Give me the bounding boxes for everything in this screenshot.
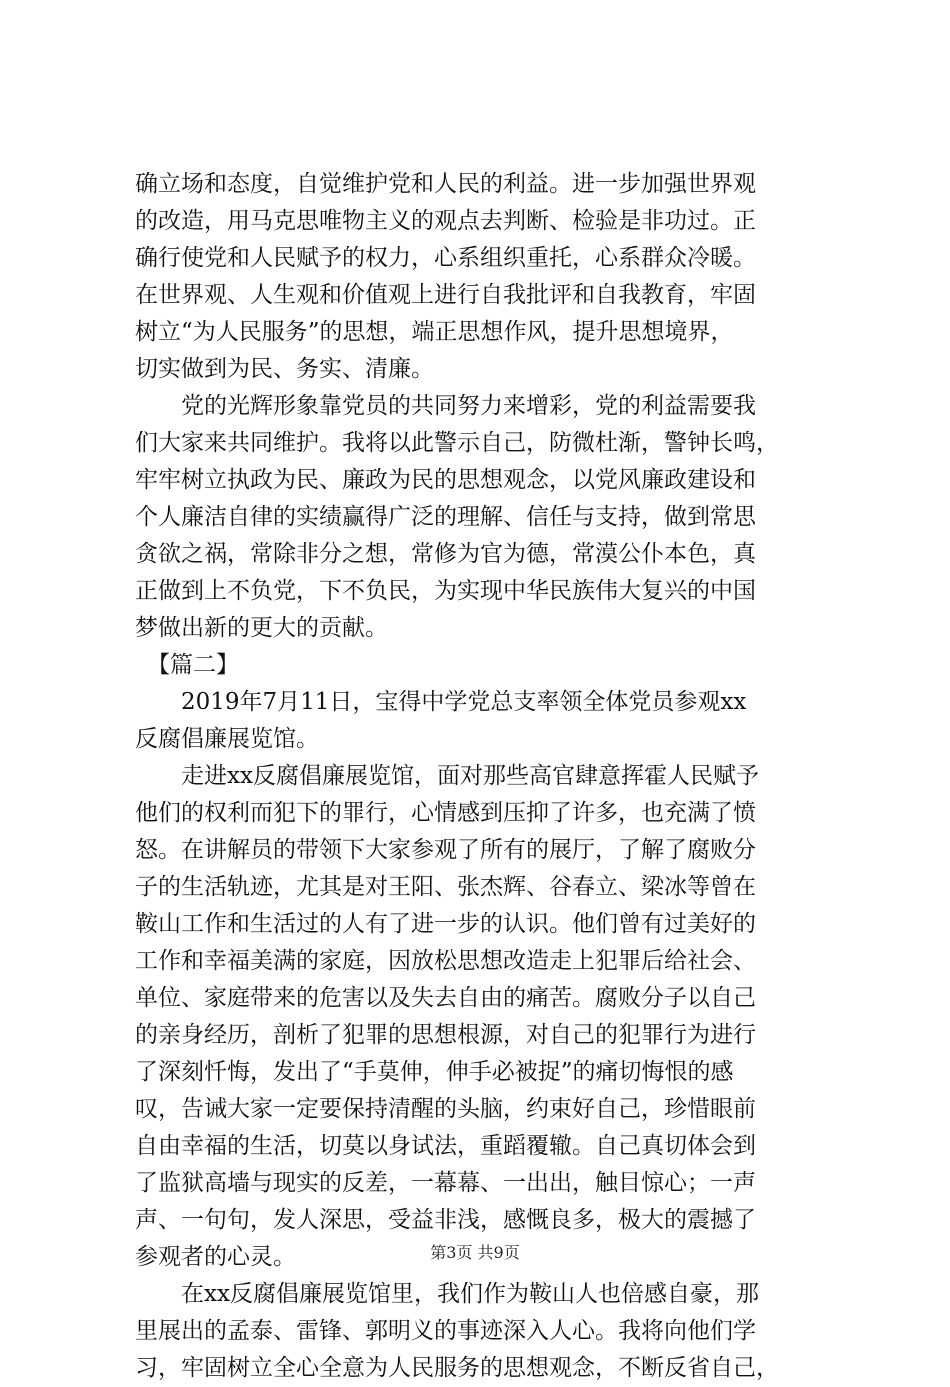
text-line: 牢牢树立执政为民、廉政为民的思想观念，以党风廉政建设和 <box>135 467 756 493</box>
text-line: 的亲身经历，剖析了犯罪的思想根源，对自己的犯罪行为进行 <box>135 1022 756 1048</box>
text-line: 正做到上不负党，下不负民，为实现中华民族伟大复兴的中国 <box>135 578 756 604</box>
paragraph-first-line: 在xx反腐倡廉展览馆里，我们作为鞍山人也倍感自豪，那 <box>181 1281 759 1307</box>
page-number: 第3页 共9页 <box>430 1243 520 1262</box>
text-line: 习，牢固树立全心全意为人民服务的思想观念，不断反省自己， <box>135 1355 779 1381</box>
text-line: 里展出的孟泰、雷锋、郭明义的事迹深入人心。我将向他们学 <box>135 1318 756 1344</box>
text-line: 子的生活轨迹，尤其是对王阳、张杰辉、谷春立、梁冰等曾在 <box>135 874 756 900</box>
page-footer <box>0 1241 950 1265</box>
text-line: 参观者的心灵。 <box>135 1244 296 1270</box>
text-line: 的改造，用马克思唯物主义的观点去判断、检验是非功过。正 <box>135 208 756 234</box>
paragraph-first-line: 走进xx反腐倡廉展览馆，面对那些高官肆意挥霍人民赋予 <box>181 763 759 789</box>
text-line: 树立“为人民服务”的思想，端正思想作风，提升思想境界， <box>135 319 734 345</box>
text-line: 们大家来共同维护。我将以此警示自己，防微杜渐，警钟长鸣， <box>135 430 779 456</box>
text-line: 确行使党和人民赋予的权力，心系组织重托，心系群众冷暖。 <box>135 245 756 271</box>
text-line: 自由幸福的生活，切莫以身试法，重蹈覆辙。自己真切体会到 <box>135 1133 756 1159</box>
text-line: 确立场和态度，自觉维护党和人民的利益。进一步加强世界观 <box>135 171 756 197</box>
text-line: 他们的权利而犯下的罪行，心情感到压抑了许多，也充满了愤 <box>135 800 756 826</box>
text-line: 单位、家庭带来的危害以及失去自由的痛苦。腐败分子以自己 <box>135 985 756 1011</box>
text-line: 了深刻忏悔，发出了“手莫伸，伸手必被捉”的痛切悔恨的感 <box>135 1059 734 1085</box>
text-line: 贪欲之祸，常除非分之想，常修为官为德，常漠公仆本色，真 <box>135 541 756 567</box>
text-line: 在世界观、人生观和价值观上进行自我批评和自我教育，牢固 <box>135 282 756 308</box>
paragraph-first-line: 2019年7月11日，宝得中学党总支率领全体党员参观xx <box>181 689 747 715</box>
text-line: 个人廉洁自律的实绩赢得广泛的理解、信任与支持，做到常思 <box>135 504 756 530</box>
text-line: 鞍山工作和生活过的人有了进一步的认识。他们曾有过美好的 <box>135 911 756 937</box>
paragraph-first-line: 党的光辉形象靠党员的共同努力来增彩，党的利益需要我 <box>181 393 756 419</box>
text-line: 声、一句句，发人深思，受益非浅，感慨良多，极大的震撼了 <box>135 1207 756 1233</box>
text-line: 工作和幸福美满的家庭，因放松思想改造走上犯罪后给社会、 <box>135 948 756 974</box>
text-line: 叹，告诫大家一定要保持清醒的头脑，约束好自己，珍惜眼前 <box>135 1096 756 1122</box>
document-body <box>135 166 825 1387</box>
text-line: 反腐倡廉展览馆。 <box>135 726 319 752</box>
text-line: 怒。在讲解员的带领下大家参观了所有的展厅，了解了腐败分 <box>135 837 756 863</box>
text-line: 了监狱高墙与现实的反差，一幕幕、一出出，触目惊心；一声 <box>135 1170 756 1196</box>
text-line: 切实做到为民、务实、清廉。 <box>135 356 434 382</box>
text-line: 梦做出新的更大的贡献。 <box>135 615 388 641</box>
section-heading: 【篇二】 <box>147 652 239 678</box>
